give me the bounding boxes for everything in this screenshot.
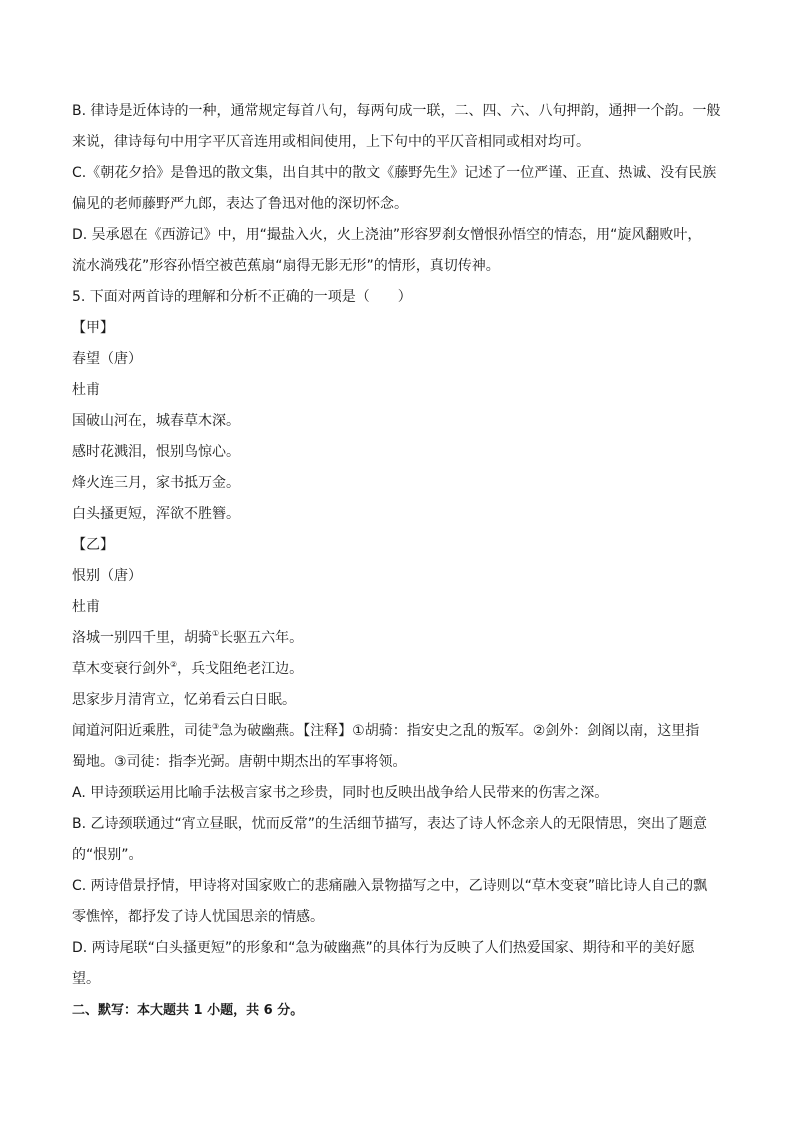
poem-jia-line: 白头搔更短，浑欲不胜簪。: [72, 506, 240, 522]
section-heading: 二、默写：本大题共 1 小题，共 6 分。: [72, 1003, 304, 1018]
poem-jia-line: 感时花溅泪，恨别鸟惊心。: [72, 444, 240, 460]
poem-yi-title: 恨别（唐）: [72, 568, 142, 584]
poem-jia-line: 烽火连三月，家书抵万金。: [72, 475, 240, 491]
poem-yi-author: 杜甫: [72, 599, 100, 615]
poem-yi-line: 草木变衰行剑外②，兵戈阻绝老江边。: [72, 660, 304, 677]
poem-yi-line: 洛城一别四千里，胡骑①长驱五六年。: [72, 629, 304, 646]
notes-continued: 蜀地。③司徒：指李光弼。唐朝中期杰出的军事将领。: [72, 754, 407, 770]
option-d-text-line1: D. 吴承恩在《西游记》中，用“撮盐入火，火上浇油”形容罗刹女憎恨孙悟空的情态，用“旋风翻败叶，: [72, 227, 702, 243]
answer-option-a: A. 甲诗颈联运用比喻手法极言家书之珍贵，同时也反映出战争给人民带来的伤害之深。: [72, 785, 609, 801]
question-5-stem: 5. 下面对两首诗的理解和分析不正确的一项是（ ）: [72, 289, 412, 305]
answer-option-d-line1: D. 两诗尾联“白头搔更短”的形象和“急为破幽燕”的具体行为反映了人们热爱国家、期待和平的美好愿: [72, 940, 695, 956]
option-c-text-line2: 偏见的老师藤野严九郎，表达了鲁迅对他的深切怀念。: [72, 196, 408, 212]
answer-option-b-line2: 的“恨别”。: [72, 847, 143, 863]
poem-jia-title: 春望（唐）: [72, 351, 142, 367]
option-c-text-line1: C.《朝花夕拾》是鲁迅的散文集，出自其中的散文《藤野先生》记述了一位严谨、正直、热诚、没有民族: [72, 165, 717, 181]
poem-jia-author: 杜甫: [72, 382, 100, 398]
option-d-text-line2: 流水淌残花”形容孙悟空被芭蕉扇“扇得无影无形”的情形，真切传神。: [72, 258, 500, 274]
option-b-text-line2: 来说，律诗每句中用字平仄音连用或相间使用，上下句中的平仄音相同或相对均可。: [72, 134, 590, 150]
footnote-marker: ②: [170, 660, 178, 669]
answer-option-b-line1: B. 乙诗颈联通过“宵立昼眠，忧而反常”的生活细节描写，表达了诗人怀念亲人的无限情思，突出了题意: [72, 816, 708, 832]
footnote-marker: ③: [212, 722, 220, 731]
answer-option-d-line2: 望。: [72, 971, 100, 987]
poem-jia-line: 国破山河在，城春草木深。: [72, 413, 240, 429]
option-b-text-line1: B. 律诗是近体诗的一种，通常规定每首八句，每两句成一联，二、四、六、八句押韵，通押一个韵。一般: [72, 103, 721, 119]
poem-yi-line-with-notes: 闻道河阳近乘胜，司徒③急为破幽燕。【注释】①胡骑：指安史之乱的叛军。②剑外：剑阁以南，这里指: [72, 722, 700, 739]
document-page: [72, 96, 722, 1026]
answer-option-c-line2: 零憔悴，都抒发了诗人忧国思亲的情感。: [72, 909, 324, 925]
poem-jia-label: 【甲】: [72, 320, 114, 336]
poem-yi-label: 【乙】: [72, 537, 114, 553]
footnote-marker: ①: [212, 629, 220, 638]
poem-yi-line: 思家步月清宵立，忆弟看云白日眠。: [72, 692, 296, 708]
answer-option-c-line1: C. 两诗借景抒情，甲诗将对国家败亡的悲痛融入景物描写之中，乙诗则以“草木变衰”暗比诗人自己的飘: [72, 878, 708, 894]
